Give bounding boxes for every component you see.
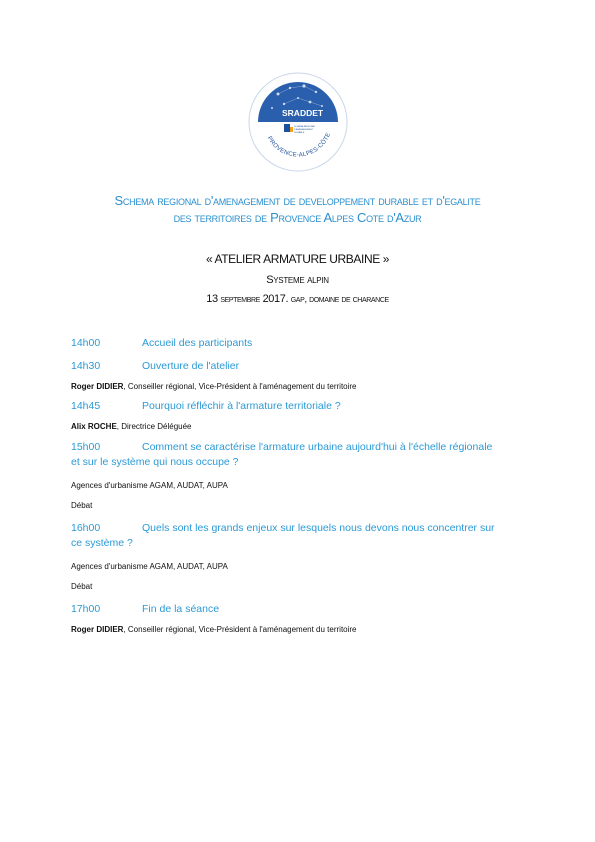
agenda-item	[71, 440, 531, 470]
speaker-name: Alix ROCHE	[71, 422, 117, 431]
agenda-label: Pourquoi réfléchir à l'armature territoriale ?	[142, 400, 341, 412]
agenda-label: Comment se caractérise l'armature urbaine aujourd'hui à l'échelle régionale et sur le système qui nous occupe ?	[71, 441, 493, 468]
speaker-name: Agences d'urbanisme AGAM, AUDAT, AUPA	[71, 562, 228, 571]
speaker-name: Roger DIDIER	[71, 382, 124, 391]
sraddet-logo	[248, 72, 348, 172]
svg-text:SCHÉMA RÉGIONAL: SCHÉMA RÉGIONAL	[294, 126, 316, 128]
speaker-name: Agences d'urbanisme AGAM, AUDAT, AUPA	[71, 481, 228, 490]
date-day: 13	[206, 293, 218, 305]
title-line-1: Schema regional d'amenagement de developpement durable et d'egalite	[114, 193, 481, 208]
speaker-line	[71, 480, 531, 492]
agenda-time: 16h00	[71, 522, 101, 534]
speaker-line	[71, 381, 531, 393]
debate-label: Débat	[71, 501, 93, 510]
agenda-time: 14h30	[71, 360, 101, 372]
agenda-item	[71, 399, 531, 414]
event-location: gap, domaine de charance	[290, 294, 389, 305]
event-date	[40, 293, 555, 305]
agenda-item	[71, 521, 531, 551]
agenda-time: 15h00	[71, 441, 101, 453]
event-title: « ATELIER ARMATURE URBAINE »	[205, 252, 390, 266]
logo-region: PROVENCE-ALPES-CÔTE	[265, 131, 333, 159]
event-subtitle: Systeme alpin	[266, 274, 329, 286]
speaker-role: , Directrice Déléguée	[116, 422, 192, 431]
agenda	[71, 336, 531, 636]
agenda-label: Ouverture de l'atelier	[142, 360, 240, 372]
document-title	[40, 192, 555, 226]
speaker-name: Roger DIDIER	[71, 625, 124, 634]
date-year: 2017.	[262, 293, 289, 305]
speaker-role: , Conseiller régional, Vice-Président à l'aménagement du territoire	[123, 625, 357, 634]
agenda-time: 14h45	[71, 400, 101, 412]
date-month: septembre	[220, 294, 260, 305]
svg-text:D'AMÉNAGEMENT: D'AMÉNAGEMENT	[294, 129, 314, 131]
agenda-label: Quels sont les grands enjeux sur lesquels nous devons nous concentrer sur ce système ?	[71, 522, 495, 549]
agenda-item	[71, 336, 531, 351]
speaker-line	[71, 561, 531, 573]
agenda-label: Accueil des participants	[142, 337, 253, 349]
agenda-time: 17h00	[71, 603, 101, 615]
logo-name: SRADDET	[282, 108, 324, 118]
agenda-item	[71, 602, 531, 617]
svg-text:DURABLE: DURABLE	[294, 132, 305, 134]
agenda-label: Fin de la séance	[142, 603, 220, 615]
speaker-line	[71, 624, 531, 636]
speaker-line	[71, 421, 531, 433]
debate-label: Débat	[71, 582, 93, 591]
title-line-2: des territoires de Provence Alpes Cote d'Azur	[173, 210, 422, 225]
speaker-role: , Conseiller régional, Vice-Président à l'aménagement du territoire	[123, 382, 357, 391]
agenda-item	[71, 359, 531, 374]
agenda-time: 14h00	[71, 337, 101, 349]
